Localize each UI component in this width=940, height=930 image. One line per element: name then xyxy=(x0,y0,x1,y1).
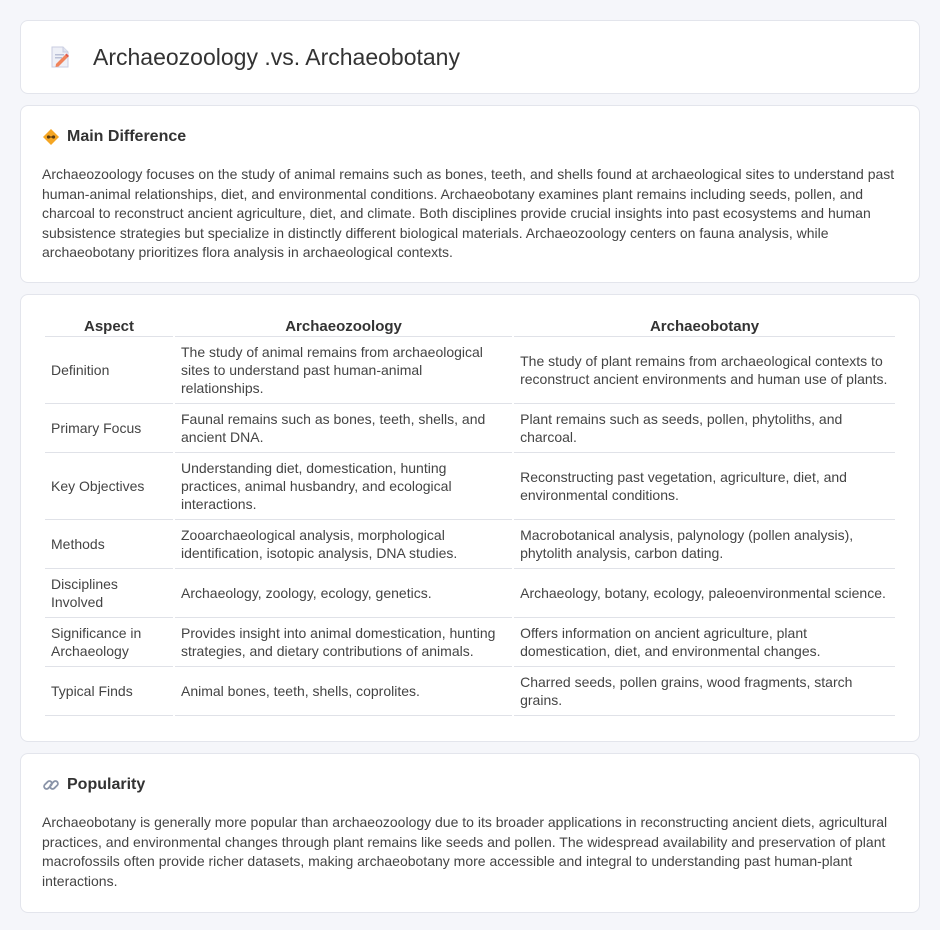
archaeozoology-cell: Zooarchaeological analysis, morphological identification, isotopic analysis, DNA studies. xyxy=(175,520,512,569)
main-difference-title: Main Difference xyxy=(67,128,187,145)
popularity-card xyxy=(20,753,920,913)
archaeozoology-cell: Animal bones, teeth, shells, coprolites. xyxy=(175,667,512,716)
aspect-cell: Definition xyxy=(45,337,173,404)
popularity-header xyxy=(42,776,899,794)
document-pencil-icon xyxy=(47,44,73,70)
aspect-cell: Methods xyxy=(45,520,173,569)
header-archaeobotany: Archaeobotany xyxy=(514,317,895,337)
table-row xyxy=(45,337,895,404)
table-row xyxy=(45,520,895,569)
aspect-cell: Typical Finds xyxy=(45,667,173,716)
archaeobotany-cell: Reconstructing past vegetation, agriculture, diet, and environmental conditions. xyxy=(514,453,895,520)
archaeozoology-cell: Faunal remains such as bones, teeth, shells, and ancient DNA. xyxy=(175,404,512,453)
table-row xyxy=(45,404,895,453)
archaeozoology-cell: Provides insight into animal domestication, hunting strategies, and dietary contributions of animals. xyxy=(175,618,512,667)
header-card xyxy=(20,20,920,94)
archaeozoology-cell: Understanding diet, domestication, hunting practices, animal husbandry, and ecological interactions. xyxy=(175,453,512,520)
table-row xyxy=(45,667,895,716)
popularity-title: Popularity xyxy=(67,776,146,793)
popularity-text: Archaeobotany is generally more popular than archaeozoology due to its broader applications in reconstructing ancient diets, agricultural practices, and environmental changes through plant remains like seeds and pollen. The widespread availability and preservation of plant macrofossils often provide richer datasets, making archaeobotany more accessible and integral to understanding past human-plant interactions. xyxy=(42,814,888,889)
page-title: Archaeozoology .vs. Archaeobotany xyxy=(93,43,460,70)
aspect-cell: Significance in Archaeology xyxy=(45,618,173,667)
header-aspect: Aspect xyxy=(45,317,173,337)
archaeozoology-cell: The study of animal remains from archaeological sites to understand past human-animal relationships. xyxy=(175,337,512,404)
archaeobotany-cell: Plant remains such as seeds, pollen, phytoliths, and charcoal. xyxy=(514,404,895,453)
link-icon xyxy=(42,776,60,794)
main-difference-header xyxy=(42,128,899,146)
main-difference-card xyxy=(20,105,920,283)
table-row xyxy=(45,569,895,618)
header-archaeozoology: Archaeozoology xyxy=(175,317,512,337)
aspect-cell: Primary Focus xyxy=(45,404,173,453)
archaeozoology-cell: Archaeology, zoology, ecology, genetics. xyxy=(175,569,512,618)
main-difference-text: Archaeozoology focuses on the study of animal remains such as bones, teeth, and shells found at archaeological sites to understand past human-animal relationships, diet, and environmental conditions. Archaeobotany examines plant remains including seeds, pollen, and charcoal to reconstruct ancient agriculture, diet, and climate. Both disciplines provide crucial insights into past ecosystems and human subsistence strategies but specialize in distinctly different biological materials. Archaeozoology centers on fauna analysis, while archaeobotany prioritizes flora analysis in archaeological contexts. xyxy=(42,166,895,260)
archaeobotany-cell: The study of plant remains from archaeological contexts to reconstruct ancient environments and human use of plants. xyxy=(514,337,895,404)
diamond-badge-icon xyxy=(42,128,60,146)
comparison-card xyxy=(20,294,920,742)
table-header-row xyxy=(45,317,895,337)
aspect-cell: Disciplines Involved xyxy=(45,569,173,618)
archaeobotany-cell: Offers information on ancient agriculture, plant domestication, diet, and environmental changes. xyxy=(514,618,895,667)
comparison-table xyxy=(43,317,897,716)
table-row xyxy=(45,453,895,520)
aspect-cell: Key Objectives xyxy=(45,453,173,520)
archaeobotany-cell: Macrobotanical analysis, palynology (pollen analysis), phytolith analysis, carbon dating. xyxy=(514,520,895,569)
archaeobotany-cell: Charred seeds, pollen grains, wood fragments, starch grains. xyxy=(514,667,895,716)
archaeobotany-cell: Archaeology, botany, ecology, paleoenvironmental science. xyxy=(514,569,895,618)
table-row xyxy=(45,618,895,667)
